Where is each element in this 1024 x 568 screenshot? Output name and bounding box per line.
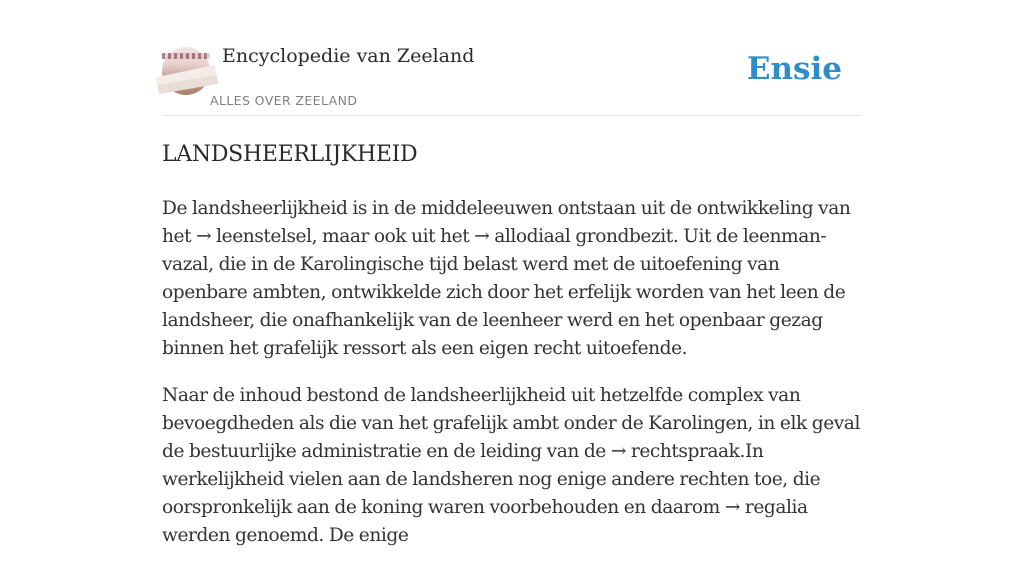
paragraph-text: werden genoemd. De enige	[162, 525, 409, 547]
site-avatar[interactable]	[162, 47, 210, 95]
paragraph-text: .In werkelijkheid vielen aan de landsheren nog enige andere rechten toe, die oorspronkelijk aan de koning waren voorbehouden en daarom	[162, 440, 821, 518]
article-paragraph	[162, 195, 866, 364]
brand-logo[interactable]: Ensie	[746, 51, 842, 87]
site-header	[162, 0, 862, 116]
site-tagline: ALLES OVER ZEELAND	[210, 93, 358, 108]
link-rechtspraak[interactable]: → rechtspraak	[610, 440, 740, 462]
paragraph-text: , maar ook uit het	[311, 226, 475, 248]
paragraph-text: Naar de inhoud bestond de landsheerlijkheid uit hetzelfde complex van bevoegdheden als die van het grafelijk ambt onder de Karolingen, in elk geval de bestuurlijke administratie en de leiding van de	[162, 384, 860, 462]
article-paragraph	[162, 382, 866, 551]
article-title: LANDSHEERLIJKHEID	[162, 142, 418, 167]
link-allodiaal-grondbezit[interactable]: → allodiaal grondbezit	[474, 226, 673, 248]
paragraph-text: De landsheerlijkheid is in de middeleeuwen ontstaan uit de ontwikkeling van het	[162, 198, 851, 248]
paragraph-text: . Uit de leenman-vazal, die in de Karolingische tijd belast werd met de uitoefening van openbare ambten, ontwikkelde zich door het erfelijk worden van het leen de landsheer, die onafhankelijk van de leenheer werd en het openbaar gezag binnen het grafelijk ressort als een eigen recht uitoefende.	[162, 226, 846, 360]
article	[162, 138, 866, 568]
avatar-pattern	[162, 53, 210, 59]
link-regalia[interactable]: → regalia	[724, 496, 808, 518]
site-title[interactable]: Encyclopedie van Zeeland	[222, 45, 475, 67]
link-leenstelsel[interactable]: → leenstelsel	[196, 226, 312, 248]
